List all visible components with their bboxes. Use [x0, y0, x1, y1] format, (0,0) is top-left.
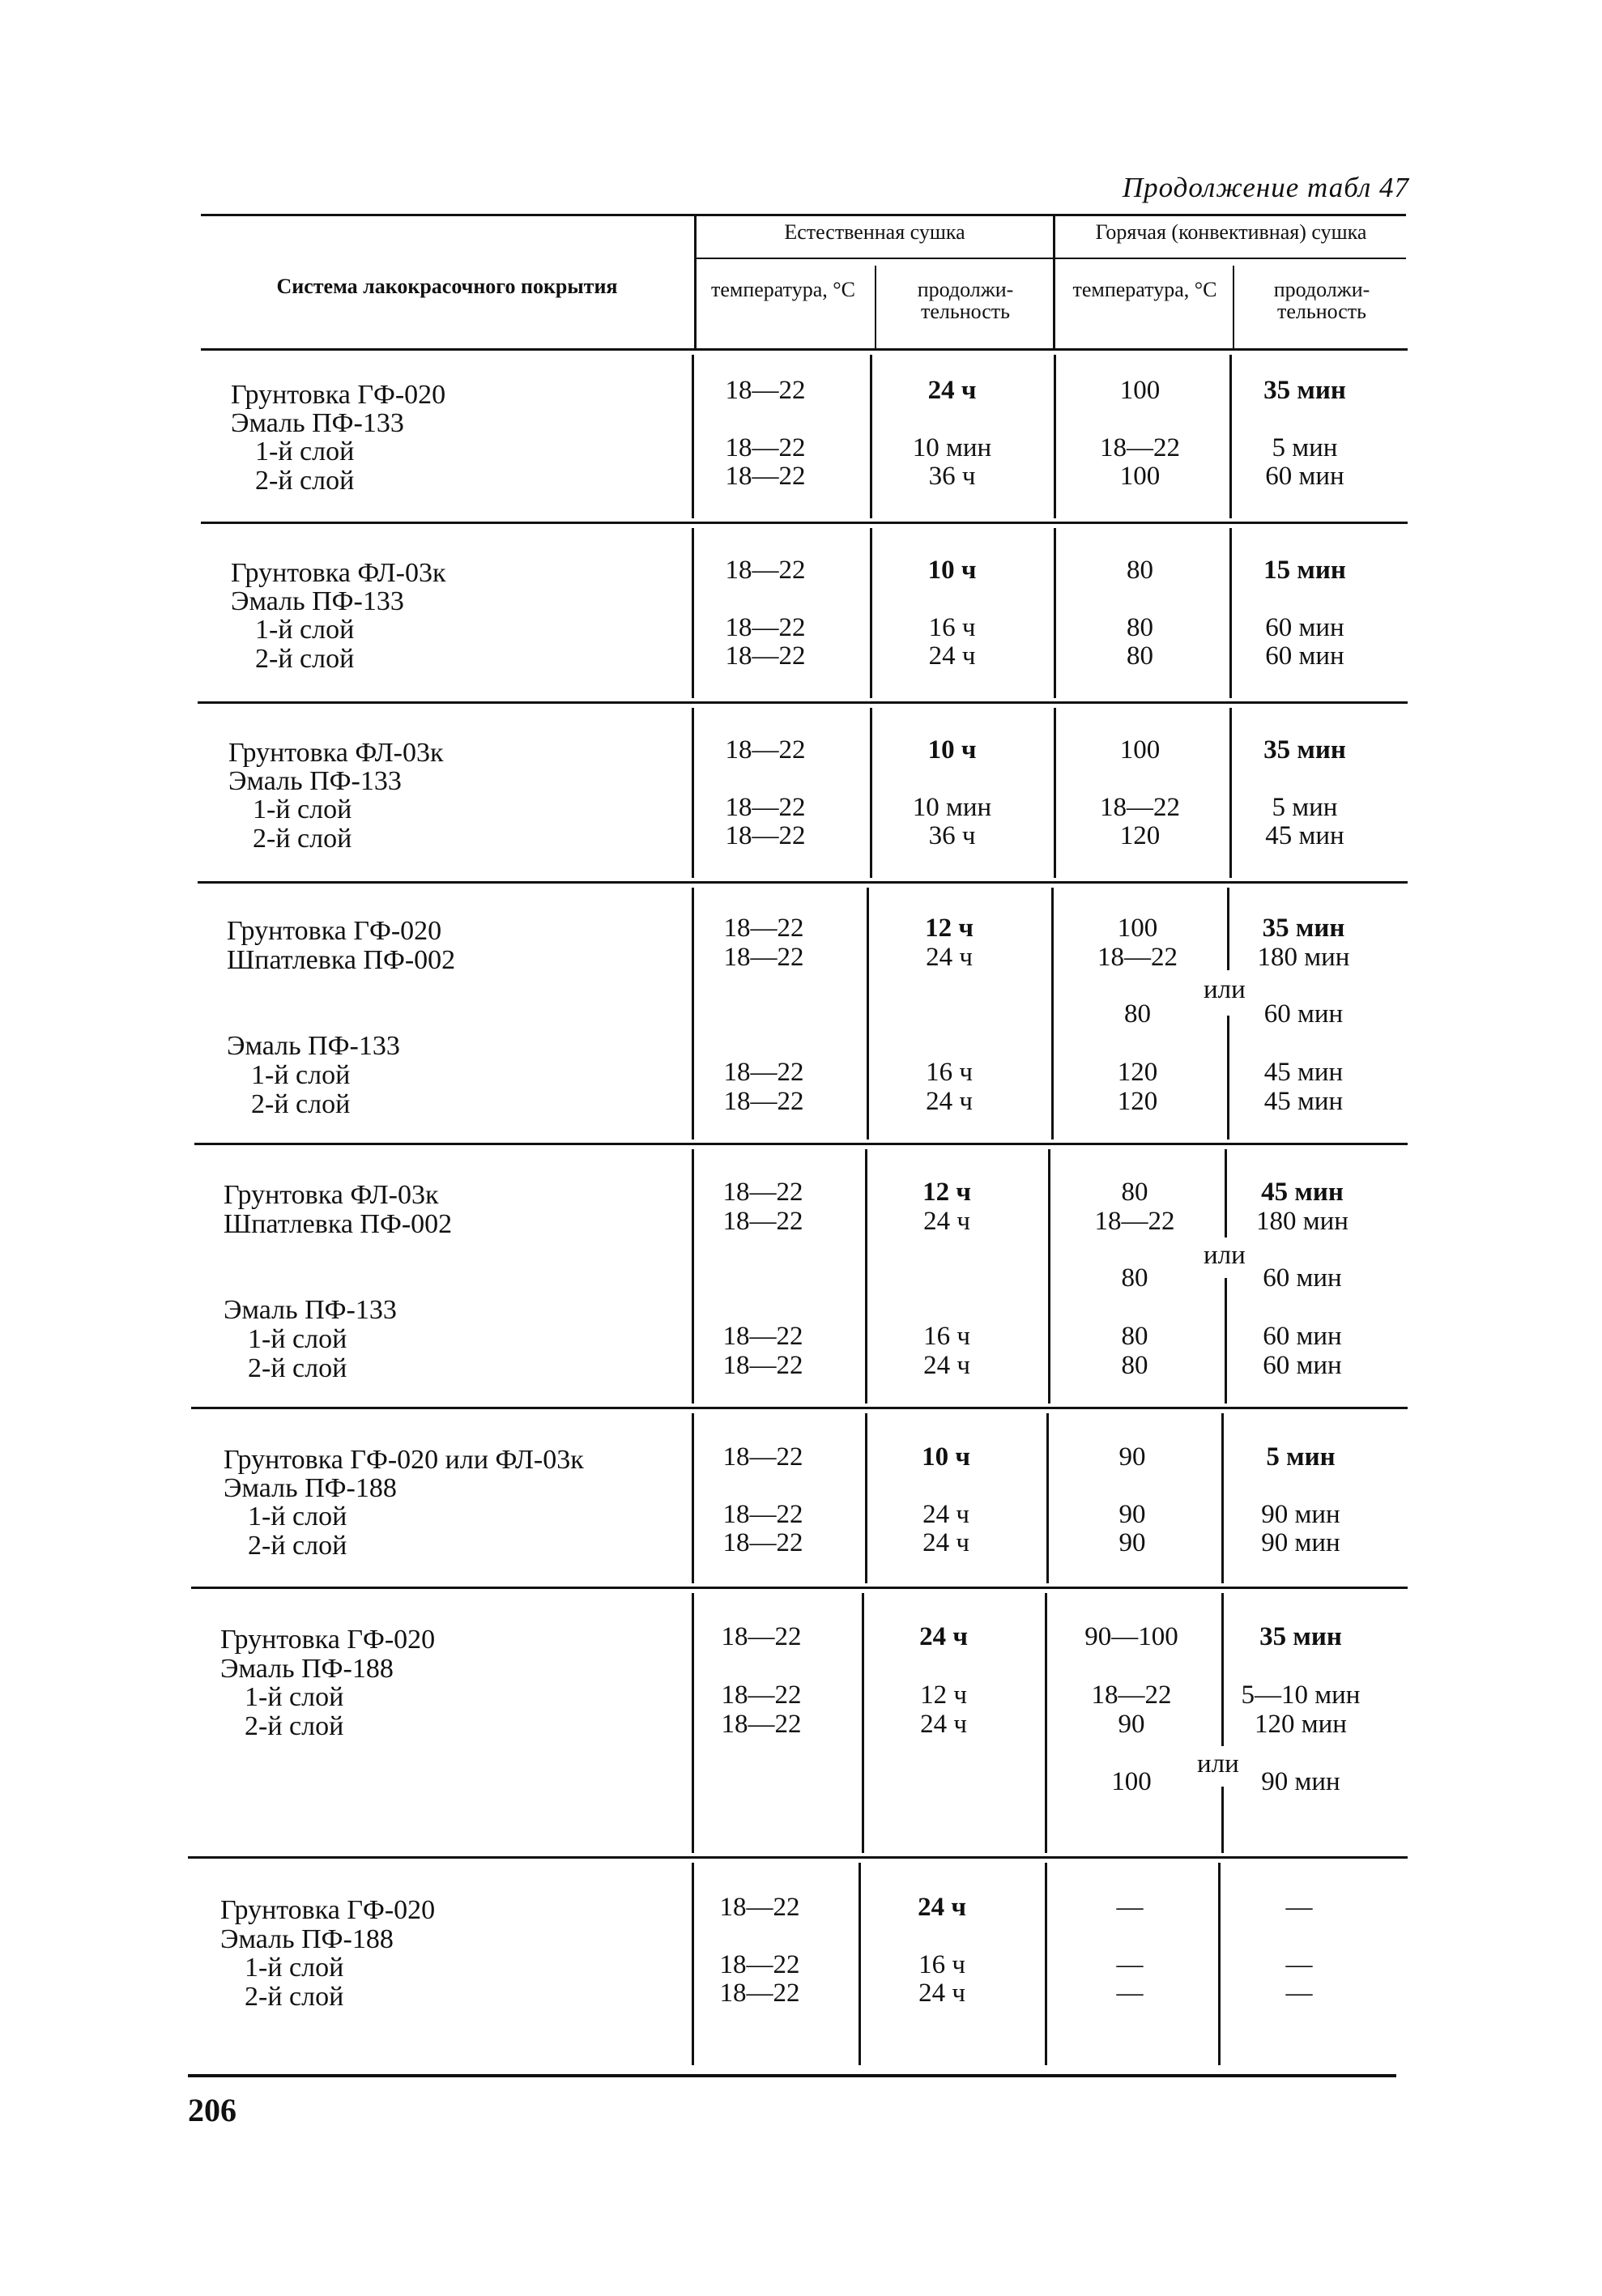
natural-duration-cell: 24 ч — [922, 1528, 969, 1557]
coating-system-label: 1-й слой — [251, 1060, 351, 1090]
coating-system-label: Эмаль ПФ-133 — [228, 766, 402, 796]
coating-system-label: Грунтовка ГФ-020 — [227, 916, 442, 946]
hot-duration-cell: 60 мин — [1265, 462, 1344, 491]
hot-temperature-cell: 120 — [1117, 1087, 1158, 1116]
header-vline-1 — [694, 215, 697, 348]
hot-duration-cell: 35 мин — [1263, 735, 1346, 765]
natural-duration-cell: 36 ч — [928, 462, 976, 491]
coating-system-label: 1-й слой — [253, 794, 352, 824]
natural-duration-cell: 10 ч — [922, 1442, 970, 1472]
column-divider — [1221, 1413, 1224, 1583]
hot-temperature-cell: 80 — [1124, 999, 1151, 1029]
hot-duration-cell: 60 мин — [1263, 999, 1344, 1029]
coating-system-label: Эмаль ПФ-188 — [224, 1473, 397, 1503]
coating-system-label: 1-й слой — [255, 615, 355, 645]
hot-duration-cell: 60 мин — [1263, 1351, 1342, 1380]
coating-system-label: Грунтовка ФЛ-03к — [231, 558, 446, 588]
coating-system-label: 1-й слой — [245, 1953, 344, 1983]
hot-temperature-cell: 80 — [1121, 1263, 1148, 1293]
group-separator — [191, 1587, 1408, 1589]
group-separator — [198, 701, 1408, 704]
hot-temperature-cell: 100 — [1111, 1767, 1152, 1796]
column-divider — [1048, 1149, 1050, 1404]
hot-temperature-cell: 80 — [1127, 641, 1153, 671]
column-divider — [1046, 1413, 1049, 1583]
group-separator — [201, 348, 1408, 351]
natural-duration-cell: 24 ч — [918, 1979, 965, 2008]
hot-temperature-cell: 18—22 — [1094, 1207, 1175, 1236]
hot-duration-cell: 35 мин — [1262, 914, 1345, 943]
header-vline-4 — [1233, 266, 1234, 348]
natural-duration-cell: 24 ч — [928, 641, 976, 671]
hot-duration-cell: 60 мин — [1265, 613, 1344, 642]
natural-temperature-cell: 18—22 — [719, 1893, 800, 1922]
hot-duration-cell: 180 мин — [1257, 943, 1350, 972]
header-vline-2 — [875, 266, 876, 348]
hot-duration-cell: 5 мин — [1266, 1442, 1336, 1472]
coating-system-label: 2-й слой — [255, 466, 355, 496]
hot-temperature-cell: 90 — [1118, 1500, 1146, 1529]
page-number: 206 — [188, 2092, 236, 2128]
natural-temperature-cell: 18—22 — [725, 735, 806, 765]
header-natural-temperature: температура, °С — [711, 278, 855, 301]
hot-duration-cell: — — [1285, 1950, 1313, 1979]
hot-duration-cell: 90 мин — [1261, 1500, 1340, 1529]
hot-temperature-cell: 100 — [1119, 462, 1161, 491]
natural-temperature-cell: 18—22 — [722, 1322, 803, 1351]
natural-duration-cell: 12 ч — [922, 1178, 971, 1207]
hot-temperature-cell: — — [1116, 1979, 1144, 2008]
natural-duration-cell: 24 ч — [923, 1351, 970, 1380]
coating-system-label: Эмаль ПФ-133 — [224, 1295, 397, 1325]
hot-temperature-cell: 18—22 — [1097, 943, 1178, 972]
or-label: или — [1197, 1749, 1239, 1778]
natural-duration-cell: 16 ч — [923, 1322, 970, 1351]
column-divider — [692, 1413, 694, 1583]
hot-temperature-cell: 100 — [1117, 914, 1158, 943]
header-system: Система лакокрасочного покрытия — [276, 275, 618, 298]
hot-duration-cell: — — [1285, 1979, 1313, 2008]
hot-duration-cell: 45 мин — [1263, 1058, 1344, 1087]
natural-temperature-cell: 18—22 — [723, 914, 804, 943]
natural-duration-cell: 10 мин — [912, 793, 992, 822]
natural-temperature-cell: 18—22 — [725, 462, 806, 491]
header-hot-drying: Горячая (конвективная) сушка — [1095, 220, 1367, 244]
coating-system-label: Грунтовка ГФ-020 — [220, 1895, 436, 1925]
hot-duration-cell: 45 мин — [1261, 1178, 1344, 1207]
hot-duration-cell: — — [1285, 1893, 1313, 1922]
group-separator — [201, 522, 1408, 524]
hot-duration-cell: 60 мин — [1263, 1263, 1342, 1293]
hot-duration-cell: 5 мин — [1272, 793, 1338, 822]
hot-temperature-cell: 100 — [1119, 735, 1161, 765]
coating-system-label: Эмаль ПФ-133 — [231, 586, 404, 616]
hot-temperature-cell: 120 — [1117, 1058, 1158, 1087]
group-separator — [188, 1856, 1408, 1859]
hot-temperature-cell: 90 — [1118, 1710, 1145, 1739]
natural-duration-cell: 16 ч — [918, 1950, 965, 1979]
natural-temperature-cell: 18—22 — [722, 1207, 803, 1236]
hot-temperature-cell: 18—22 — [1100, 793, 1180, 822]
natural-duration-cell: 24 ч — [919, 1622, 968, 1651]
coating-system-label: Эмаль ПФ-188 — [220, 1654, 394, 1684]
hot-temperature-cell: 90—100 — [1084, 1622, 1178, 1651]
hot-duration-cell: 45 мин — [1263, 1087, 1344, 1116]
coating-system-label: Грунтовка ГФ-020 или ФЛ-03к — [224, 1445, 584, 1475]
natural-duration-cell: 24 ч — [923, 1207, 970, 1236]
natural-duration-cell: 12 ч — [925, 914, 974, 943]
hot-duration-cell: 90 мин — [1261, 1767, 1340, 1796]
hot-temperature-cell: 120 — [1119, 821, 1161, 850]
coating-system-label: 2-й слой — [253, 824, 352, 854]
natural-duration-cell: 24 ч — [920, 1710, 967, 1739]
or-label: или — [1204, 1241, 1246, 1270]
natural-duration-cell: 10 ч — [927, 556, 977, 585]
natural-temperature-cell: 18—22 — [725, 433, 806, 462]
column-divider — [1051, 888, 1054, 1139]
column-divider — [1221, 1787, 1224, 1853]
natural-duration-cell: 24 ч — [922, 1500, 969, 1529]
column-divider — [1054, 708, 1056, 878]
natural-duration-cell: 10 мин — [912, 433, 992, 462]
natural-duration-cell: 10 ч — [927, 735, 977, 765]
hot-duration-cell: 120 мин — [1255, 1710, 1347, 1739]
hot-duration-cell: 5—10 мин — [1241, 1680, 1361, 1710]
top-rule — [201, 214, 1406, 216]
group-separator — [198, 881, 1408, 884]
coating-system-label: Эмаль ПФ-133 — [231, 408, 404, 438]
hot-duration-cell: 35 мин — [1263, 376, 1346, 405]
natural-temperature-cell: 18—22 — [725, 376, 806, 405]
coating-system-label: Грунтовка ФЛ-03к — [228, 738, 444, 768]
hot-temperature-cell: 80 — [1127, 613, 1153, 642]
natural-duration-cell: 16 ч — [926, 1058, 973, 1087]
hot-temperature-cell: 80 — [1127, 556, 1153, 585]
column-divider — [1054, 355, 1056, 518]
coating-system-label: Грунтовка ФЛ-03к — [224, 1180, 439, 1210]
hot-duration-cell: 35 мин — [1259, 1622, 1342, 1651]
natural-temperature-cell: 18—22 — [722, 1178, 803, 1207]
coating-system-label: 2-й слой — [245, 1711, 344, 1741]
natural-temperature-cell: 18—22 — [721, 1710, 802, 1739]
natural-temperature-cell: 18—22 — [722, 1500, 803, 1529]
natural-duration-cell: 36 ч — [928, 821, 976, 850]
natural-duration-cell: 24 ч — [926, 943, 973, 972]
hot-temperature-cell: — — [1116, 1893, 1144, 1922]
hot-duration-cell: 90 мин — [1261, 1528, 1340, 1557]
natural-temperature-cell: 18—22 — [719, 1979, 800, 2008]
natural-temperature-cell: 18—22 — [719, 1950, 800, 1979]
hot-duration-cell: 15 мин — [1263, 556, 1346, 585]
hot-duration-cell: 60 мин — [1263, 1322, 1342, 1351]
natural-temperature-cell: 18—22 — [721, 1622, 802, 1651]
coating-system-label: Эмаль ПФ-188 — [220, 1924, 394, 1954]
coating-system-label: 2-й слой — [248, 1531, 347, 1561]
hot-temperature-cell: 100 — [1119, 376, 1161, 405]
column-divider — [1054, 528, 1056, 698]
hot-temperature-cell: 90 — [1118, 1528, 1146, 1557]
coating-system-label: Грунтовка ГФ-020 — [220, 1625, 436, 1655]
hot-duration-cell: 180 мин — [1256, 1207, 1348, 1236]
natural-temperature-cell: 18—22 — [722, 1351, 803, 1380]
hot-temperature-cell: 80 — [1121, 1322, 1148, 1351]
natural-temperature-cell: 18—22 — [722, 1528, 803, 1557]
header-hot-duration: продолжи-тельность — [1273, 278, 1370, 323]
natural-duration-cell: 24 ч — [926, 1087, 973, 1116]
coating-system-label: 1-й слой — [245, 1682, 344, 1712]
column-divider — [1045, 1863, 1047, 2065]
natural-temperature-cell: 18—22 — [725, 821, 806, 850]
table-bottom-rule — [188, 2074, 1396, 2077]
natural-duration-cell: 24 ч — [918, 1893, 966, 1922]
natural-duration-cell: 16 ч — [928, 613, 976, 642]
hot-temperature-cell: 80 — [1121, 1178, 1148, 1207]
natural-temperature-cell: 18—22 — [722, 1442, 803, 1472]
column-divider — [865, 1413, 867, 1583]
or-label: или — [1204, 975, 1246, 1004]
natural-temperature-cell: 18—22 — [725, 613, 806, 642]
natural-temperature-cell: 18—22 — [723, 1087, 804, 1116]
hot-temperature-cell: 80 — [1121, 1351, 1148, 1380]
coating-system-label: 2-й слой — [251, 1089, 351, 1119]
hot-temperature-cell: 18—22 — [1091, 1680, 1172, 1710]
group-separator — [191, 1407, 1408, 1409]
natural-temperature-cell: 18—22 — [721, 1680, 802, 1710]
natural-temperature-cell: 18—22 — [725, 556, 806, 585]
hot-duration-cell: 60 мин — [1265, 641, 1344, 671]
natural-temperature-cell: 18—22 — [725, 793, 806, 822]
hot-temperature-cell: — — [1116, 1950, 1144, 1979]
coating-system-label: Эмаль ПФ-133 — [227, 1031, 400, 1061]
coating-system-label: 1-й слой — [255, 437, 355, 466]
natural-temperature-cell: 18—22 — [723, 943, 804, 972]
header-subdivider — [694, 258, 1406, 259]
header-natural-drying: Естественная сушка — [784, 220, 965, 244]
coating-system-label: 1-й слой — [248, 1324, 347, 1354]
hot-duration-cell: 45 мин — [1265, 821, 1344, 850]
group-separator — [194, 1143, 1408, 1145]
natural-temperature-cell: 18—22 — [725, 641, 806, 671]
coating-system-label: Грунтовка ГФ-020 — [231, 380, 446, 410]
coating-system-label: 2-й слой — [255, 644, 355, 674]
natural-temperature-cell: 18—22 — [723, 1058, 804, 1087]
natural-duration-cell: 24 ч — [927, 376, 977, 405]
header-natural-duration: продолжи-тельность — [917, 278, 1014, 323]
coating-system-label: Шпатлевка ПФ-002 — [224, 1209, 453, 1239]
natural-duration-cell: 12 ч — [920, 1680, 967, 1710]
header-hot-temperature: температура, °С — [1072, 278, 1217, 301]
hot-duration-cell: 5 мин — [1272, 433, 1338, 462]
coating-system-label: 1-й слой — [248, 1502, 347, 1531]
hot-temperature-cell: 18—22 — [1100, 433, 1180, 462]
coating-system-label: Шпатлевка ПФ-002 — [227, 945, 456, 975]
coating-system-label: 2-й слой — [245, 1982, 344, 2012]
hot-temperature-cell: 90 — [1118, 1442, 1146, 1472]
coating-system-label: 2-й слой — [248, 1353, 347, 1383]
column-divider — [1045, 1593, 1047, 1853]
table-caption: Продолжение табл 47 — [1122, 172, 1409, 203]
